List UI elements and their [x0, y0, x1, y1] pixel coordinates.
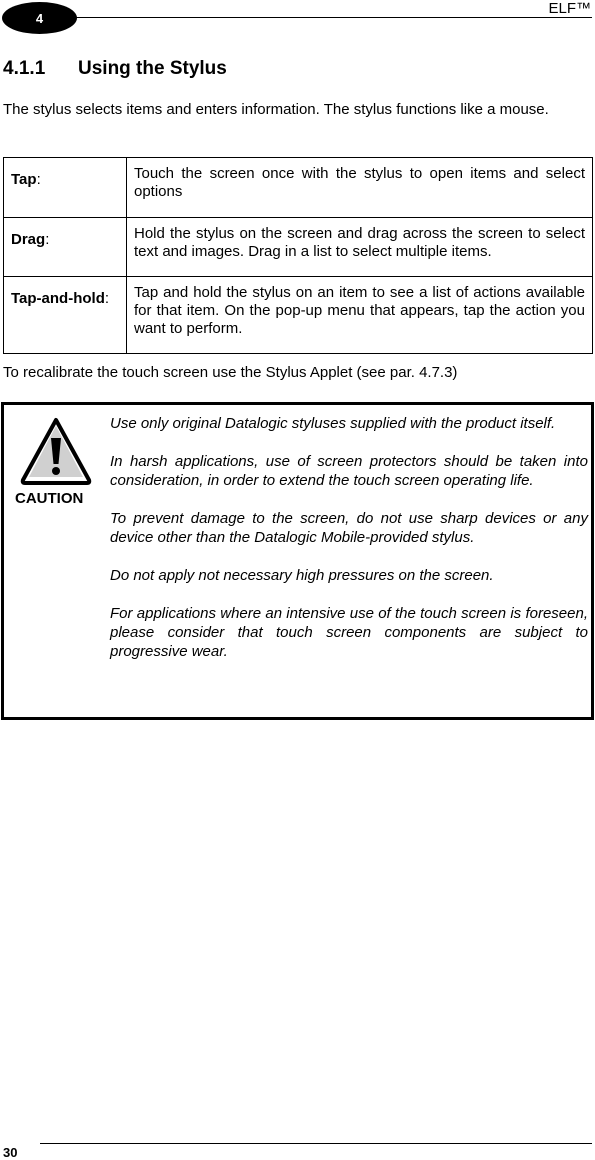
- intro-paragraph: The stylus selects items and enters information. The stylus functions like a mouse.: [3, 101, 549, 118]
- caution-paragraph: To prevent damage to the screen, do not use sharp devices or any device other than the Datalogic Mobile-provided stylus.: [110, 510, 588, 546]
- section-heading: [3, 58, 227, 80]
- recalibrate-note: To recalibrate the touch screen use the Stylus Applet (see par. 4.7.3): [3, 364, 458, 381]
- term-cell: Tap:: [4, 158, 127, 218]
- caution-text: [110, 414, 588, 680]
- header-rule: [40, 17, 592, 18]
- warning-triangle-icon: [19, 416, 93, 486]
- section-number: 4.1.1: [3, 58, 46, 79]
- footer-rule: [40, 1143, 592, 1144]
- caution-paragraph: Use only original Datalogic styluses supplied with the product itself.: [110, 415, 556, 432]
- page-number: 30: [3, 1145, 18, 1160]
- caution-label: CAUTION: [15, 490, 84, 507]
- chapter-number: 4: [35, 10, 44, 26]
- description-cell: Touch the screen once with the stylus to open items and select options: [127, 158, 593, 218]
- table-row: [4, 277, 593, 354]
- term-name: Tap: [11, 171, 37, 188]
- caution-paragraph: For applications where an intensive use of the touch screen is foreseen, please consider that touch screen components are subject to progressive wear.: [110, 605, 588, 660]
- chapter-tab: [2, 2, 77, 34]
- section-title: Using the Stylus: [78, 58, 227, 79]
- caution-box: [1, 402, 594, 720]
- product-name: ELF™: [548, 0, 591, 17]
- caution-paragraph: Do not apply not necessary high pressures on the screen.: [110, 567, 494, 584]
- term-name: Drag: [11, 231, 46, 248]
- caution-paragraph: In harsh applications, use of screen protectors should be taken into consideration, in order to extend the touch screen operating life.: [110, 453, 588, 489]
- description-cell: Tap and hold the stylus on an item to see a list of actions available for that item. On the pop-up menu that appears, tap the action you want to perform.: [127, 277, 593, 354]
- description-cell: Hold the stylus on the screen and drag across the screen to select text and images. Drag in a list to select multiple items.: [127, 218, 593, 277]
- table-row: [4, 218, 593, 277]
- term-cell: Tap-and-hold:: [4, 277, 127, 354]
- term-name: Tap-and-hold: [11, 290, 105, 307]
- term-cell: Drag:: [4, 218, 127, 277]
- table-row: [4, 158, 593, 218]
- gesture-table: [3, 157, 593, 354]
